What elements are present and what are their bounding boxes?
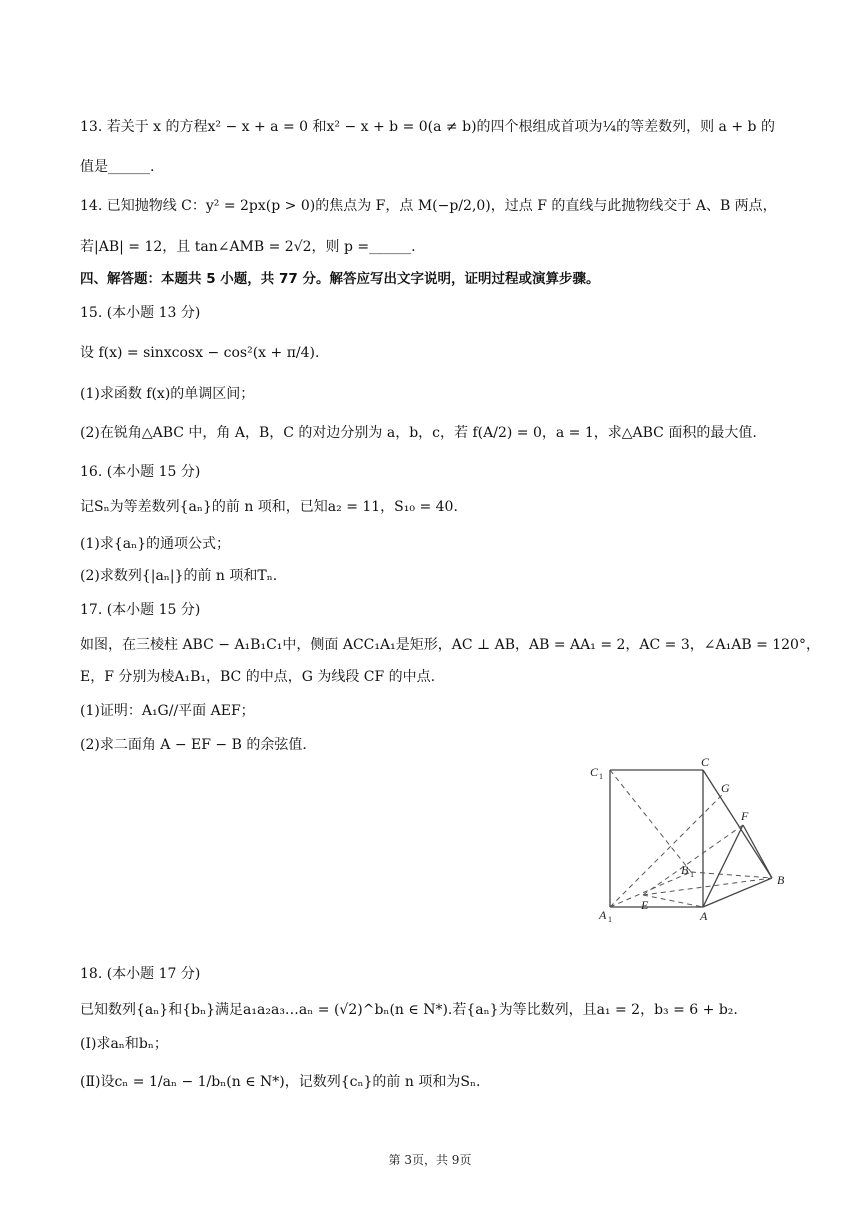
q15-stem: 设 f(x) = sinxcosx − cos²(x + π/4). [80,345,320,361]
label-b1-sub: 1 [690,870,694,879]
label-c1-sub: 1 [599,772,603,781]
q15-header: 15. (本小题 13 分) [80,305,201,321]
label-b: B [777,873,785,887]
label-e: E [641,898,649,912]
q14-line2: 若|AB| = 12，且 tan∠AMB = 2√2，则 p =______. [80,239,416,255]
label-a1: A [599,908,607,922]
q17-stem-line2: E，F 分别为棱A₁B₁，BC 的中点，G 为线段 CF 的中点. [80,669,436,685]
q15-part2: (2)在锐角△ABC 中，角 A，B，C 的对边分别为 a，b，c，若 f(A/2) = 0，a = 1，求△ABC 面积的最大值. [80,425,757,441]
q15-part1: (1)求函数 f(x)的单调区间； [80,386,255,402]
q17-part2: (2)求二面角 A − EF − B 的余弦值. [80,737,307,753]
q16-part2: (2)求数列{|aₙ|}的前 n 项和Tₙ. [80,568,278,584]
q14-line1: 14. 已知抛物线 C：y² = 2px(p > 0)的焦点为 F，点 M(−p/2,0)，过点 F 的直线与此抛物线交于 A、B 两点， [80,198,777,214]
page-footer: 第 3页，共 9页 [388,1153,472,1167]
label-c1: C [590,765,599,779]
q18-part1: (Ⅰ)求aₙ和bₙ； [80,1036,168,1052]
label-b1: B [681,863,689,877]
q16-header: 16. (本小题 15 分) [80,464,201,480]
q16-part1: (1)求{aₙ}的通项公式； [80,536,231,552]
q17-header: 17. (本小题 15 分) [80,602,201,618]
q17-stem-line1: 如图，在三棱柱 ABC − A₁B₁C₁中，侧面 ACC₁A₁是矩形，AC ⊥ AB，AB = AA₁ = 2，AC = 3，∠A₁AB = 120°， [80,637,820,653]
label-a: A [700,909,708,923]
q18-part2: (Ⅱ)设cₙ = 1/aₙ − 1/bₙ(n ∈ N*)，记数列{cₙ}的前 n 项和为Sₙ. [80,1074,481,1090]
q17-part1: (1)证明：A₁G//平面 AEF； [80,703,255,719]
prism-figure [585,752,800,932]
q13-line1: 13. 若关于 x 的方程x² − x + a = 0 和x² − x + b = 0(a ≠ b)的四个根组成首项为¼的等差数列，则 a + b 的 [80,119,775,135]
q18-stem: 已知数列{aₙ}和{bₙ}满足a₁a₂a₃…aₙ = (√2)^bₙ(n ∈ N*).若{aₙ}为等比数列，且a₁ = 2，b₃ = 6 + b₂. [80,1002,738,1018]
label-c: C [701,755,710,769]
q18-header: 18. (本小题 17 分) [80,966,201,982]
label-f: F [741,809,749,823]
label-g: G [721,781,730,795]
section-heading: 四、解答题：本题共 5 小题，共 77 分。解答应写出文字说明，证明过程或演算步骤。 [80,271,600,287]
q16-stem: 记Sₙ为等差数列{aₙ}的前 n 项和，已知a₂ = 11，S₁₀ = 40. [80,499,458,515]
label-a1-sub: 1 [608,915,612,924]
q13-line2: 值是______. [80,159,155,175]
